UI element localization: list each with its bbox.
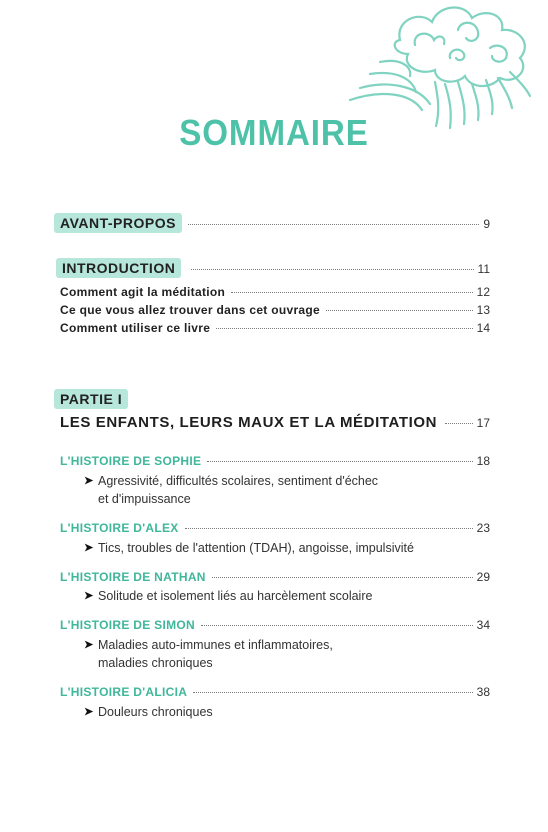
description-line: et d'impuissance: [98, 492, 191, 506]
history-label: L'HISTOIRE D'ALEX: [60, 521, 179, 535]
toc-label: Comment utiliser ce livre: [60, 321, 211, 335]
page-number: 23: [476, 521, 490, 535]
toc-entry-partie[interactable]: [60, 414, 490, 431]
chevron-right-icon: ➤: [84, 475, 94, 487]
page-number: 11: [477, 262, 490, 276]
history-label: L'HISTOIRE DE SIMON: [60, 618, 196, 632]
history-description: [84, 587, 504, 605]
page-title: SOMMAIRE: [179, 112, 369, 153]
page-number: 38: [476, 685, 490, 699]
description-line: Maladies auto-immunes et inflammatoires,: [98, 638, 333, 652]
history-description: [84, 703, 504, 721]
chevron-right-icon: ➤: [84, 706, 94, 718]
dot-leader: [231, 292, 472, 293]
dot-leader: [216, 328, 472, 329]
dot-leader: [212, 577, 473, 578]
dot-leader: [445, 423, 473, 424]
toc-entry-introduction[interactable]: [56, 258, 490, 278]
toc-entry-avant-propos[interactable]: [54, 213, 490, 233]
history-label: L'HISTOIRE DE NATHAN: [60, 570, 206, 584]
page-number: 29: [476, 570, 490, 584]
toc-entry-intro-item[interactable]: [60, 285, 490, 299]
cloud-wind-illustration: [340, 0, 540, 130]
history-description: [84, 539, 504, 557]
toc-label: Ce que vous allez trouver dans cet ouvrage: [60, 303, 321, 317]
description-line: Solitude et isolement liés au harcèlement scolaire: [98, 589, 373, 603]
page-number: 12: [476, 285, 490, 299]
description-line: Agressivité, difficultés scolaires, sentiment d'échec: [98, 474, 379, 488]
dot-leader: [207, 461, 472, 462]
page-number: 18: [476, 454, 490, 468]
page-number: 9: [483, 217, 490, 231]
dot-leader: [326, 310, 473, 311]
page-number: 13: [476, 303, 490, 317]
history-description: [84, 472, 504, 508]
toc-entry-history[interactable]: [60, 685, 490, 699]
dot-leader: [201, 625, 473, 626]
partie-title: LES ENFANTS, LEURS MAUX ET LA MÉDITATION: [60, 414, 438, 431]
page-number: 14: [476, 321, 490, 335]
dot-leader: [188, 224, 479, 225]
toc-label: AVANT-PROPOS: [54, 213, 182, 233]
description-line: Tics, troubles de l'attention (TDAH), angoisse, impulsivité: [98, 541, 414, 555]
history-label: L'HISTOIRE D'ALICIA: [60, 685, 188, 699]
history-description: [84, 636, 504, 672]
toc-entry-history[interactable]: [60, 454, 490, 468]
page-number: 17: [476, 416, 490, 430]
toc-entry-intro-item[interactable]: [60, 303, 490, 317]
dot-leader: [191, 269, 473, 270]
chevron-right-icon: ➤: [84, 639, 94, 651]
toc-entry-history[interactable]: [60, 521, 490, 535]
toc-entry-history[interactable]: [60, 570, 490, 584]
toc-entry-history[interactable]: [60, 618, 490, 632]
chevron-right-icon: ➤: [84, 590, 94, 602]
page-number: 34: [476, 618, 490, 632]
history-label: L'HISTOIRE DE SOPHIE: [60, 454, 202, 468]
dot-leader: [185, 528, 473, 529]
partie-label: PARTIE I: [54, 389, 128, 409]
toc-label: INTRODUCTION: [56, 258, 181, 278]
description-line: maladies chroniques: [98, 656, 213, 670]
toc-entry-intro-item[interactable]: [60, 321, 490, 335]
dot-leader: [193, 692, 472, 693]
toc-label: Comment agit la méditation: [60, 285, 226, 299]
chevron-right-icon: ➤: [84, 542, 94, 554]
description-line: Douleurs chroniques: [98, 705, 213, 719]
